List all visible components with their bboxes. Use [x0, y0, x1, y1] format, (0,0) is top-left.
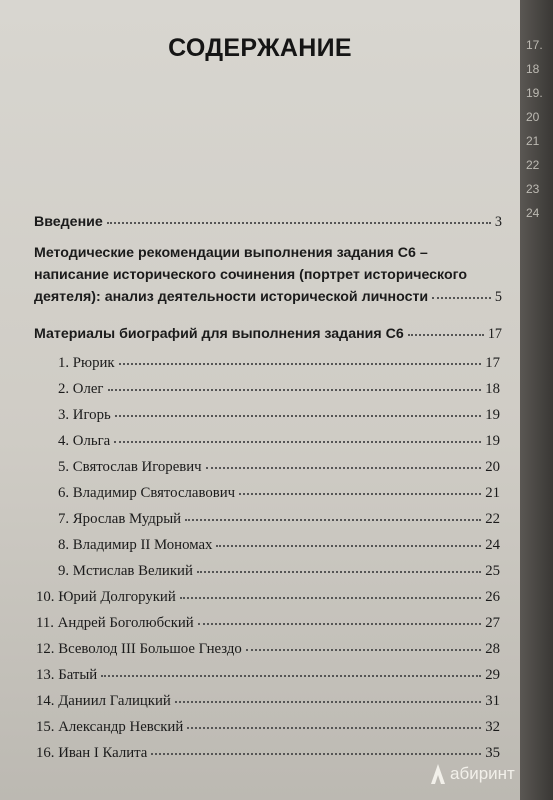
leader-dots	[108, 388, 482, 391]
toc-entry-label: Введение	[34, 214, 103, 230]
toc-subentry	[36, 641, 500, 663]
toc-subentry-label: 12. Всеволод III Большое Гнездо	[36, 641, 242, 657]
leader-dots	[114, 440, 481, 443]
toc-subentry-label: 5. Святослав Игоревич	[58, 459, 202, 475]
leader-dots	[115, 414, 481, 417]
leader-dots	[206, 466, 482, 469]
leader-dots	[239, 492, 481, 495]
toc-entry-line: Методические рекомендации выполнения задания С6 –	[34, 245, 428, 261]
toc-page-number: 24	[485, 537, 500, 553]
leader-dots	[187, 726, 481, 729]
toc-page-number: 17	[487, 326, 502, 342]
toc-page-number: 19	[485, 407, 500, 423]
toc-subentry-label: 10. Юрий Долгорукий	[36, 589, 176, 605]
toc-page-number: 29	[485, 667, 500, 683]
toc-subentry	[36, 589, 500, 611]
toc-subentry	[58, 511, 500, 533]
adjacent-page-number: 22	[526, 158, 540, 172]
toc-page-number: 20	[485, 459, 500, 475]
toc-page-number: 17	[485, 355, 500, 371]
toc-subentry	[58, 537, 500, 559]
toc-subentry	[58, 381, 500, 403]
toc-entry-materials	[34, 326, 502, 348]
toc-subentry-label: 8. Владимир II Мономах	[58, 537, 213, 553]
toc-subentry	[36, 719, 500, 741]
toc-subentry-label: 15. Александр Невский	[36, 719, 184, 735]
toc-subentry	[58, 433, 500, 455]
toc-subentry-label: 9. Мстислав Великий	[58, 563, 193, 579]
toc-subentry-label: 7. Ярослав Мудрый	[58, 511, 182, 527]
adjacent-page-number: 17.	[526, 38, 543, 52]
leader-dots	[432, 296, 491, 299]
watermark-text: абиринт	[450, 764, 515, 783]
leader-dots	[175, 700, 481, 703]
adjacent-page-edge	[520, 0, 553, 800]
toc-entry-label: Материалы биографий для выполнения задания С6	[34, 326, 404, 342]
toc-subentry	[58, 485, 500, 507]
toc-subentry	[36, 667, 500, 689]
leader-dots	[185, 518, 481, 521]
leader-dots	[101, 674, 481, 677]
toc-page-number: 28	[485, 641, 500, 657]
labyrinth-logo-icon	[430, 763, 446, 785]
adjacent-page-number: 19.	[526, 86, 543, 100]
toc-entry-line: написание исторического сочинения (портрет исторического	[34, 267, 468, 283]
leader-dots	[408, 333, 484, 336]
leader-dots	[151, 752, 481, 755]
adjacent-page-number: 18	[526, 62, 540, 76]
leader-dots	[216, 544, 481, 547]
toc-subentry-label: 3. Игорь	[58, 407, 111, 423]
watermark	[430, 760, 515, 788]
leader-dots	[198, 622, 481, 625]
toc-subentry	[58, 459, 500, 481]
toc-subentry-label: 2. Олег	[58, 381, 104, 397]
toc-entry-line: деятеля): анализ деятельности исторической личности	[34, 289, 429, 305]
page-title: СОДЕРЖАНИЕ	[168, 34, 352, 62]
toc-page-number: 19	[485, 433, 500, 449]
toc-page-number: 27	[485, 615, 500, 631]
toc-entry-methodical	[34, 242, 502, 308]
toc-page-number: 31	[485, 693, 500, 709]
toc-page-number: 22	[485, 511, 500, 527]
toc-page-number: 26	[485, 589, 500, 605]
bleed-through-text	[120, 80, 380, 200]
toc-subentry	[58, 563, 500, 585]
adjacent-page-number: 24	[526, 206, 540, 220]
toc-page-number: 35	[485, 745, 500, 761]
toc-subentry-label: 11. Андрей Боголюбский	[36, 615, 194, 631]
leader-dots	[197, 570, 481, 573]
toc-subentry-label: 16. Иван I Калита	[36, 745, 148, 761]
adjacent-page-number: 20	[526, 110, 540, 124]
toc-page-number: 5	[494, 289, 502, 305]
leader-dots	[246, 648, 481, 651]
toc-subentry-label: 13. Батый	[36, 667, 98, 683]
toc-subentry	[36, 615, 500, 637]
leader-dots	[119, 362, 482, 365]
toc-page-number: 21	[485, 485, 500, 501]
toc-page-number: 25	[485, 563, 500, 579]
toc-subentry-label: 4. Ольга	[58, 433, 111, 449]
toc-page-number: 3	[494, 214, 502, 230]
toc-entry-last-line	[34, 286, 502, 308]
toc-page-number: 32	[485, 719, 500, 735]
leader-dots	[107, 221, 491, 224]
toc-entry-intro	[34, 214, 502, 236]
adjacent-page-number: 21	[526, 134, 540, 148]
toc-subentry	[36, 693, 500, 715]
toc-subentry	[58, 407, 500, 429]
toc-page-number: 18	[485, 381, 500, 397]
toc-subentry-label: 6. Владимир Святославович	[58, 485, 236, 501]
leader-dots	[180, 596, 481, 599]
toc-subentry-label: 14. Даниил Галицкий	[36, 693, 171, 709]
toc-subentry	[58, 355, 500, 377]
adjacent-page-number: 23	[526, 182, 540, 196]
toc-subentry-label: 1. Рюрик	[58, 355, 115, 371]
